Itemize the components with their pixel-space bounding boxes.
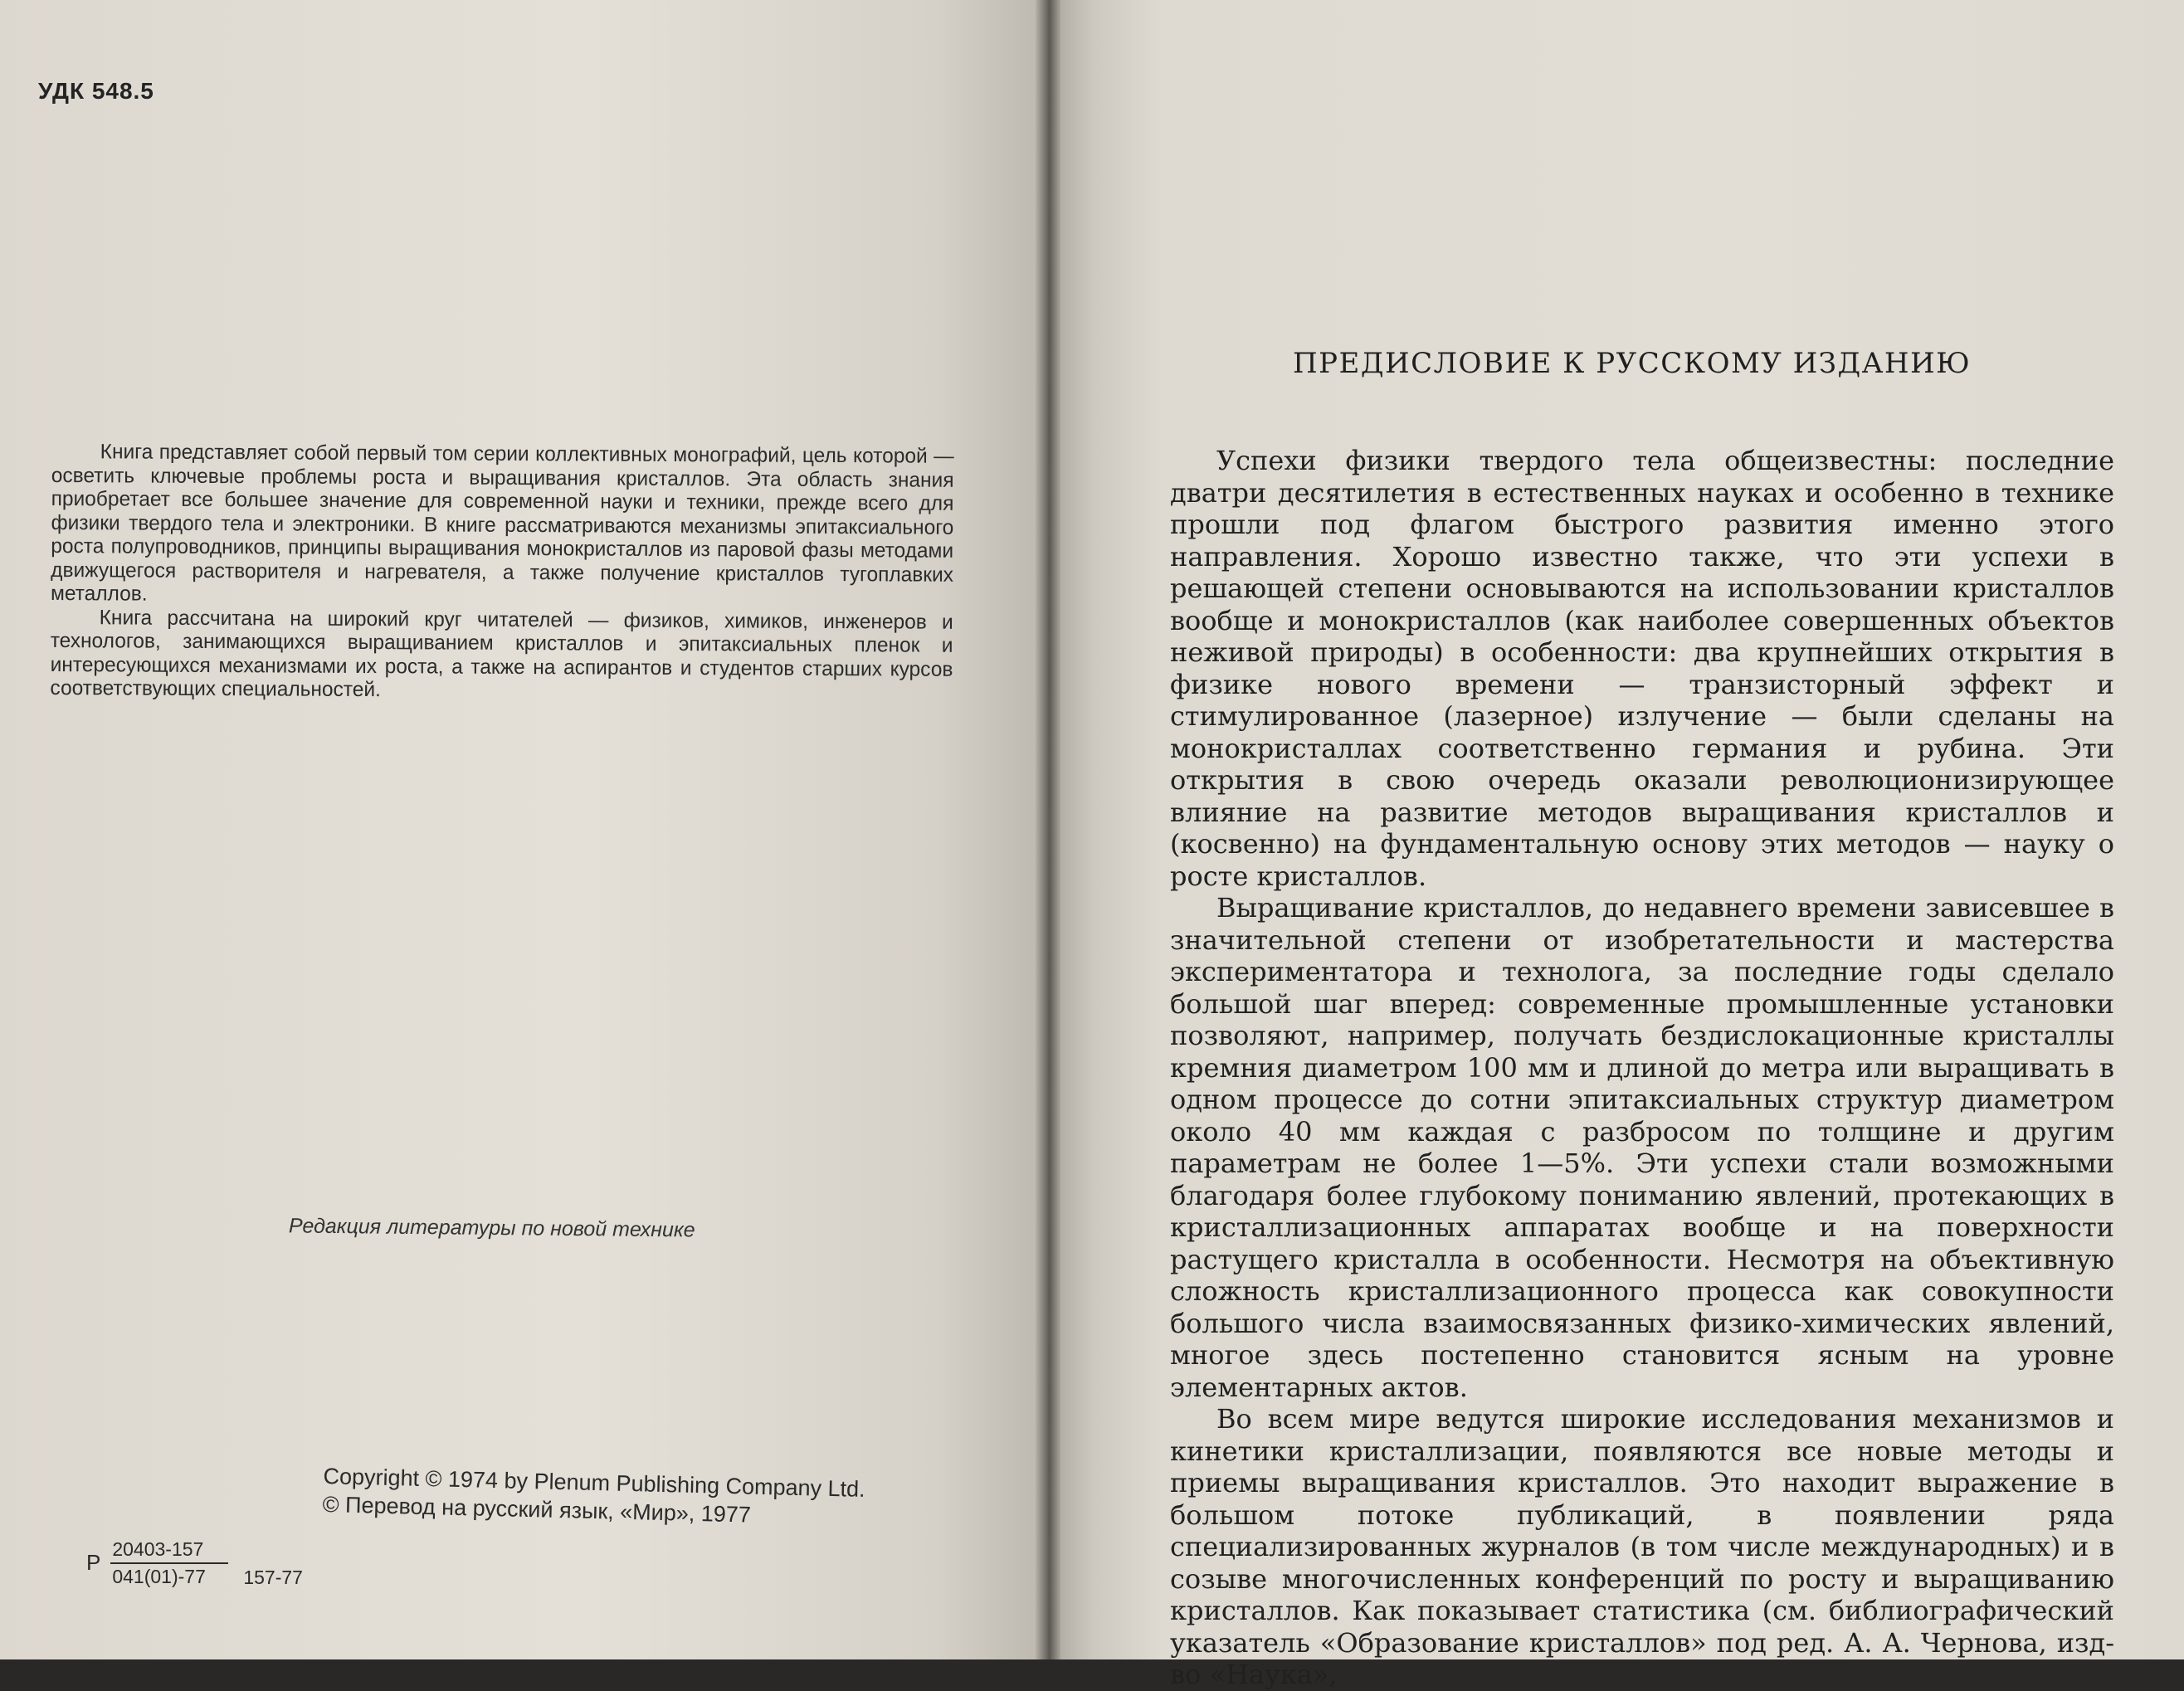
catalog-fraction <box>110 1538 228 1588</box>
editorial-office: Редакция литературы по новой технике <box>288 1214 695 1242</box>
preface-body <box>1170 445 2114 1691</box>
catalog-numerator: 20403-157 <box>110 1538 228 1564</box>
preface-paragraph-3: Во всем мире ведутся широкие исследования механизмов и кинетики кристаллизации, появляются все новые методы и приемы выращивания кристаллов. Это находит выражение в большом потоке публикаций, в появлении ряда специализированных журналов (в том числе международных) и в созыве многочисленных конференций по росту и выращиванию кристаллов. Как показывает статистика (см. библиографический указатель «Образование кристаллов» под ред. А. А. Чернова, изд-во «Наука», <box>1170 1403 2114 1690</box>
preface-paragraph-2: Выращивание кристаллов, до недавнего времени зависевшее в значительной степени от изобретательности и мастерства экспериментатора и технолога, за последние годы сделало большой шаг вперед: современные промышленные установки позволяют, например, получать бездислокационные кристаллы кремния диаметром 100 мм и длиной до метра или выращивать в одном процессе до сотни эпитаксиальных структур диаметром около 40 мм каждая с разбросом по толщине и другим параметрам не более 1—5%. Эти успехи стали возможными благодаря более глубокому пониманию явлений, протекающих в кристаллизационных аппаратах вообще и на поверхности растущего кристалла в особенности. Несмотря на объективную сложность кристаллизационного процесса как совокупности большого числа взаимосвязанных физико-химических явлений, многое здесь постепенно становится ясным на уровне элементарных актов. <box>1170 892 2114 1403</box>
catalog-index <box>86 1537 303 1589</box>
copyright-block <box>322 1462 1003 1535</box>
udk-code: УДК 548.5 <box>38 78 154 104</box>
preface-title: ПРЕДИСЛОВИЕ К РУССКОМУ ИЗДАНИЮ <box>1293 347 1972 380</box>
catalog-tail: 157-77 <box>243 1567 303 1588</box>
preface-paragraph-1: Успехи физики твердого тела общеизвестны: последние дватри десятилетия в естественных науках и особенно в технике прошли под флагом быстрого развития именно этого направления. Хорошо известно также, что эти успехи в решающей степени основываются на использовании кристаллов вообще и монокристаллов (как наиболее совершенных объектов неживой природы) в особенности: два крупнейших открытия в физике нового времени — транзисторный эффект и стимулированное (лазерное) излучение — были сделаны на монокристаллах соответственно германия и рубина. Эти открытия в свою очередь оказали революционизирующее влияние на развитие методов выращивания кристаллов и (косвенно) на фундаментальную основу этих методов — науку о росте кристаллов. <box>1170 445 2114 892</box>
right-page <box>1047 0 2184 1690</box>
copyright-translation: © Перевод на русский язык, «Мир», 1977 <box>322 1491 752 1528</box>
book-gutter <box>1036 0 1060 1659</box>
abstract-paragraph-1: Книга представляет собой первый том серии коллективных монографий, цель которой — осветить ключевые проблемы роста и выращивания кристаллов. Эта область знания приобретает все большее значение для современной науки и техники, прежде всего для физики твердого тела и электроники. В книге рассматриваются механизмы эпитаксиального роста полупроводников, принципы выращивания монокристаллов из паровой фазы методами движущегося растворителя и нагревателя, а также получение кристаллов тугоплавких металлов. <box>50 440 954 606</box>
catalog-denominator: 041(01)-77 <box>112 1565 206 1587</box>
copyright-original: Copyright © 1974 by Plenum Publishing Company Ltd. <box>323 1463 866 1502</box>
book-abstract <box>50 440 953 704</box>
abstract-paragraph-2: Книга рассчитана на широкий круг читателей — физиков, химиков, инженеров и технологов, занимающихся выращиванием кристаллов и эпитаксиальных пленок и интересующихся механизмами их роста, а также на аспирантов и студентов старших курсов соответствующих специальностей. <box>50 605 953 702</box>
left-page <box>0 0 1062 1659</box>
catalog-letter: Р <box>86 1550 101 1575</box>
